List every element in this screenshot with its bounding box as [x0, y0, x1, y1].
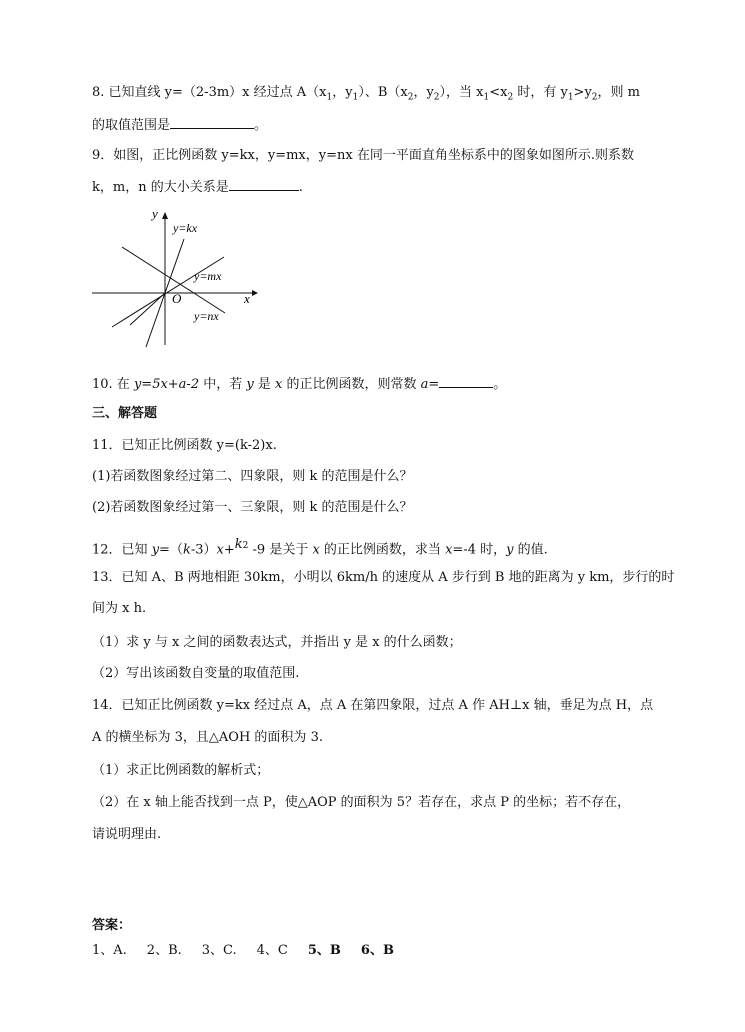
q12-math: k: [182, 542, 191, 558]
q12-text: 的值.: [513, 542, 548, 558]
q8-text: ），当 x: [439, 85, 484, 100]
q8-line1: [92, 84, 640, 107]
proportional-functions-figure: [90, 205, 265, 350]
q12-math: x: [216, 542, 224, 558]
q8-text: ，y: [413, 85, 434, 100]
q14-line2: A 的横坐标为 3，且△AOH 的面积为 3.: [92, 730, 323, 745]
q8-sub: 1: [567, 92, 574, 103]
answer-blank[interactable]: [439, 374, 493, 388]
q8-sub: 1: [483, 92, 490, 103]
label-nx: y=nx: [194, 309, 219, 323]
q10-text: 的正比例函数，则常数: [282, 377, 421, 392]
q8-sub: 1: [352, 92, 359, 103]
origin-label: O: [172, 291, 182, 306]
q8-text: 的取值范围是: [92, 118, 171, 133]
q11-line3: (2)若函数图象经过第一、三象限，则 k 的范围是什么？: [92, 500, 413, 515]
q11-line2: (1)若函数图象经过第二、四象限，则 k 的范围是什么？: [92, 469, 413, 484]
q13-line2: 间为 x h.: [92, 601, 147, 616]
q14-line5: 请说明理由.: [92, 827, 162, 842]
q12-text: -9 是关于: [248, 542, 313, 558]
q12-math: x: [312, 542, 320, 558]
q8-line2: [92, 115, 267, 135]
q10-math: y=5x+a-2: [133, 377, 200, 392]
q8-text: ，则 m: [597, 85, 640, 100]
q10-line: [92, 374, 506, 394]
label-mx: y=mx: [194, 269, 222, 283]
q10-text: 。: [493, 377, 507, 392]
label-kx: y=kx: [173, 221, 198, 235]
q10-text: 中，若: [199, 377, 247, 392]
q13-line4: （2）写出该函数自变量的取值范围.: [92, 666, 300, 681]
q12-math: y: [151, 542, 160, 558]
q8-sub: 2: [591, 92, 598, 103]
q12-text: 12．已知: [92, 542, 152, 558]
q14-line4: （2）在 x 轴上能否找到一点 P，使△AOP 的面积为 5？若存在，求点 P 的坐标；若不存在，: [92, 795, 631, 810]
q14-line1: 14．已知正比例函数 y=kx 经过点 A，点 A 在第四象限，过点 A 作 AH⊥x 轴，垂足为点 H，点: [92, 698, 654, 713]
q12-text: +: [223, 542, 235, 558]
q8-text: ）、B（x: [358, 85, 408, 100]
q10-text: 10. 在: [92, 377, 134, 392]
answer-item: 2、B.: [146, 943, 182, 958]
q12-math: y: [506, 542, 514, 558]
q12-exponent: 2: [242, 541, 249, 551]
q8-text: >y: [573, 85, 592, 100]
q12-math: x: [445, 542, 453, 558]
q12-exponent-base: k: [234, 537, 243, 552]
answer-item: 3、C.: [201, 943, 237, 958]
q10-text: =: [428, 377, 440, 392]
q10-math: y: [246, 377, 254, 392]
q9-text: k，m，n 的大小关系是: [92, 180, 229, 195]
y-axis-label: y: [152, 206, 158, 221]
q9-line2: [92, 177, 303, 197]
q12-line: [92, 536, 548, 559]
q11-line1: 11．已知正比例函数 y=(k-2)x.: [92, 438, 277, 453]
q9-text: .: [298, 180, 303, 195]
answer-item: 4、C: [256, 943, 288, 958]
answer-item: 6、B: [360, 943, 394, 958]
q12-text: 的正比例函数，求当: [319, 542, 446, 558]
q8-text: ，y: [332, 85, 353, 100]
answers-list: [92, 942, 414, 960]
q8-text: 时，有 y: [513, 85, 568, 100]
q8-sub: 2: [507, 92, 514, 103]
x-axis-label: x: [244, 291, 250, 306]
answer-item: 5、B: [307, 943, 341, 958]
answer-blank[interactable]: [170, 115, 254, 129]
q8-text: 8. 已知直线 y=（2-3m）x 经过点 A（x: [92, 85, 327, 100]
q10-math: a: [420, 377, 429, 392]
q14-line3: （1）求正比例函数的解析式；: [92, 763, 270, 778]
section-heading: 三、解答题: [92, 406, 158, 421]
answers-title: 答案：: [92, 918, 132, 933]
q12-text: =（: [159, 542, 183, 558]
q10-math: x: [275, 377, 283, 392]
q8-sub: 2: [407, 92, 414, 103]
q8-sub: 2: [433, 92, 440, 103]
y-axis-arrow: [162, 212, 168, 219]
q8-text: 。: [254, 118, 268, 133]
q12-text: -3）: [190, 542, 217, 558]
answer-blank[interactable]: [229, 177, 299, 191]
x-axis-arrow: [252, 290, 258, 296]
q8-sub: 1: [326, 92, 333, 103]
q10-text: 是: [253, 377, 275, 392]
q13-line1: 13．已知 A、B 两地相距 30km，小明以 6km/h 的速度从 A 步行到 B 地的距离为 y km，步行的时: [92, 570, 675, 585]
q13-line3: （1）求 y 与 x 之间的函数表达式，并指出 y 是 x 的什么函数；: [92, 635, 462, 650]
answer-item: 1、A.: [92, 943, 127, 958]
q8-text: <x: [489, 85, 508, 100]
q9-line1: 9．如图，正比例函数 y=kx，y=mx，y=nx 在同一平面直角坐标系中的图象如图所示.则系数: [92, 148, 634, 163]
q12-text: =-4 时，: [452, 542, 507, 558]
